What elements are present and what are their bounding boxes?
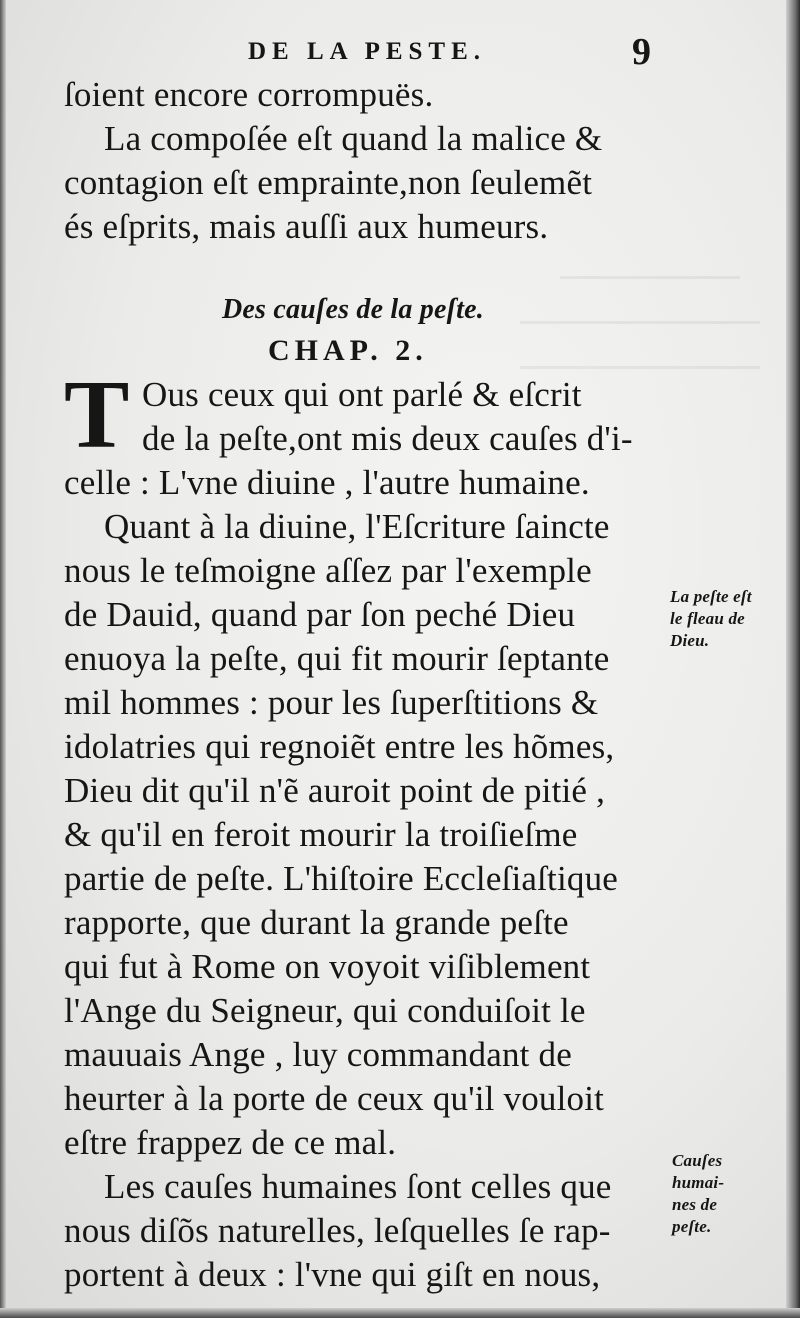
- text-line: nous le teſmoigne aſſez par l'exemple: [64, 551, 592, 590]
- text-line: celle : L'vne diuine , l'autre humaine.: [64, 463, 590, 502]
- text-line: de Dauid, quand par ſon peché Dieu: [64, 595, 576, 634]
- margin-note-line: peſte.: [672, 1217, 712, 1236]
- text-line: mauuais Ange , luy commandant de: [64, 1035, 572, 1074]
- page-number: 9: [632, 31, 652, 73]
- bleed-through-mark: [560, 250, 740, 279]
- margin-note: [672, 1150, 724, 1238]
- text-line: rapporte, que durant la grande peſte: [64, 903, 569, 942]
- chapter-heading: CHAP. 2.: [268, 334, 428, 367]
- text-line: contagion eſt emprainte,non ſeulemẽt: [64, 163, 593, 202]
- running-title: DE LA PESTE.: [248, 38, 487, 65]
- section-title: Des cauſes de la peſte.: [222, 294, 484, 325]
- text-line: l'Ange du Seigneur, qui conduiſoit le: [64, 991, 586, 1030]
- scan-edge-bottom: [0, 1308, 800, 1318]
- text-line: Les cauſes humaines ſont celles que: [104, 1167, 612, 1206]
- text-line: portent à deux : l'vne qui giſt en nous,: [64, 1255, 601, 1294]
- text-line: Quant à la diuine, l'Eſcriture ſaincte: [104, 507, 610, 546]
- text-line: de la peſte,ont mis deux cauſes d'i-: [142, 419, 633, 458]
- bleed-through-mark: [520, 295, 760, 324]
- text-line: eſtre frappez de ce mal.: [64, 1123, 397, 1162]
- margin-note-line: Dieu.: [670, 631, 710, 650]
- text-line: ſoient encore corrompuës.: [64, 75, 434, 114]
- margin-note-line: Cauſes: [672, 1151, 723, 1170]
- text-line: heurter à la porte de ceux qu'il vouloit: [64, 1079, 605, 1118]
- bleed-through-mark: [520, 340, 760, 369]
- text-line: partie de peſte. L'hiſtoire Eccleſiaſtique: [64, 859, 619, 898]
- margin-note-line: le fleau de: [670, 609, 745, 628]
- text-line: nous diſõs naturelles, leſquelles ſe rap-: [64, 1211, 611, 1250]
- text-line: és eſprits, mais auſſi aux humeurs.: [64, 207, 549, 246]
- drop-cap: T: [64, 361, 130, 469]
- text-line: qui fut à Rome on voyoit viſiblement: [64, 947, 591, 986]
- text-line: enuoya la peſte, qui fit mourir ſeptante: [64, 639, 610, 678]
- text-line: & qu'il en feroit mourir la troiſieſme: [64, 815, 578, 854]
- margin-note-line: La peſte eſt: [670, 587, 752, 606]
- margin-note-line: nes de: [672, 1195, 718, 1214]
- text-line: mil hommes : pour les ſuperſtitions &: [64, 683, 599, 722]
- scan-edge-left: [0, 0, 6, 1318]
- margin-note: [670, 586, 752, 652]
- text-line: La compoſée eſt quand la malice &: [104, 119, 603, 158]
- scan-edge-right: [786, 0, 800, 1318]
- margin-note-line: humai-: [672, 1173, 725, 1192]
- text-line: Ous ceux qui ont parlé & eſcrit: [142, 375, 582, 414]
- text-line: idolatries qui regnoiẽt entre les hõmes,: [64, 727, 615, 766]
- text-line: Dieu dit qu'il n'ẽ auroit point de pitié ,: [64, 771, 606, 810]
